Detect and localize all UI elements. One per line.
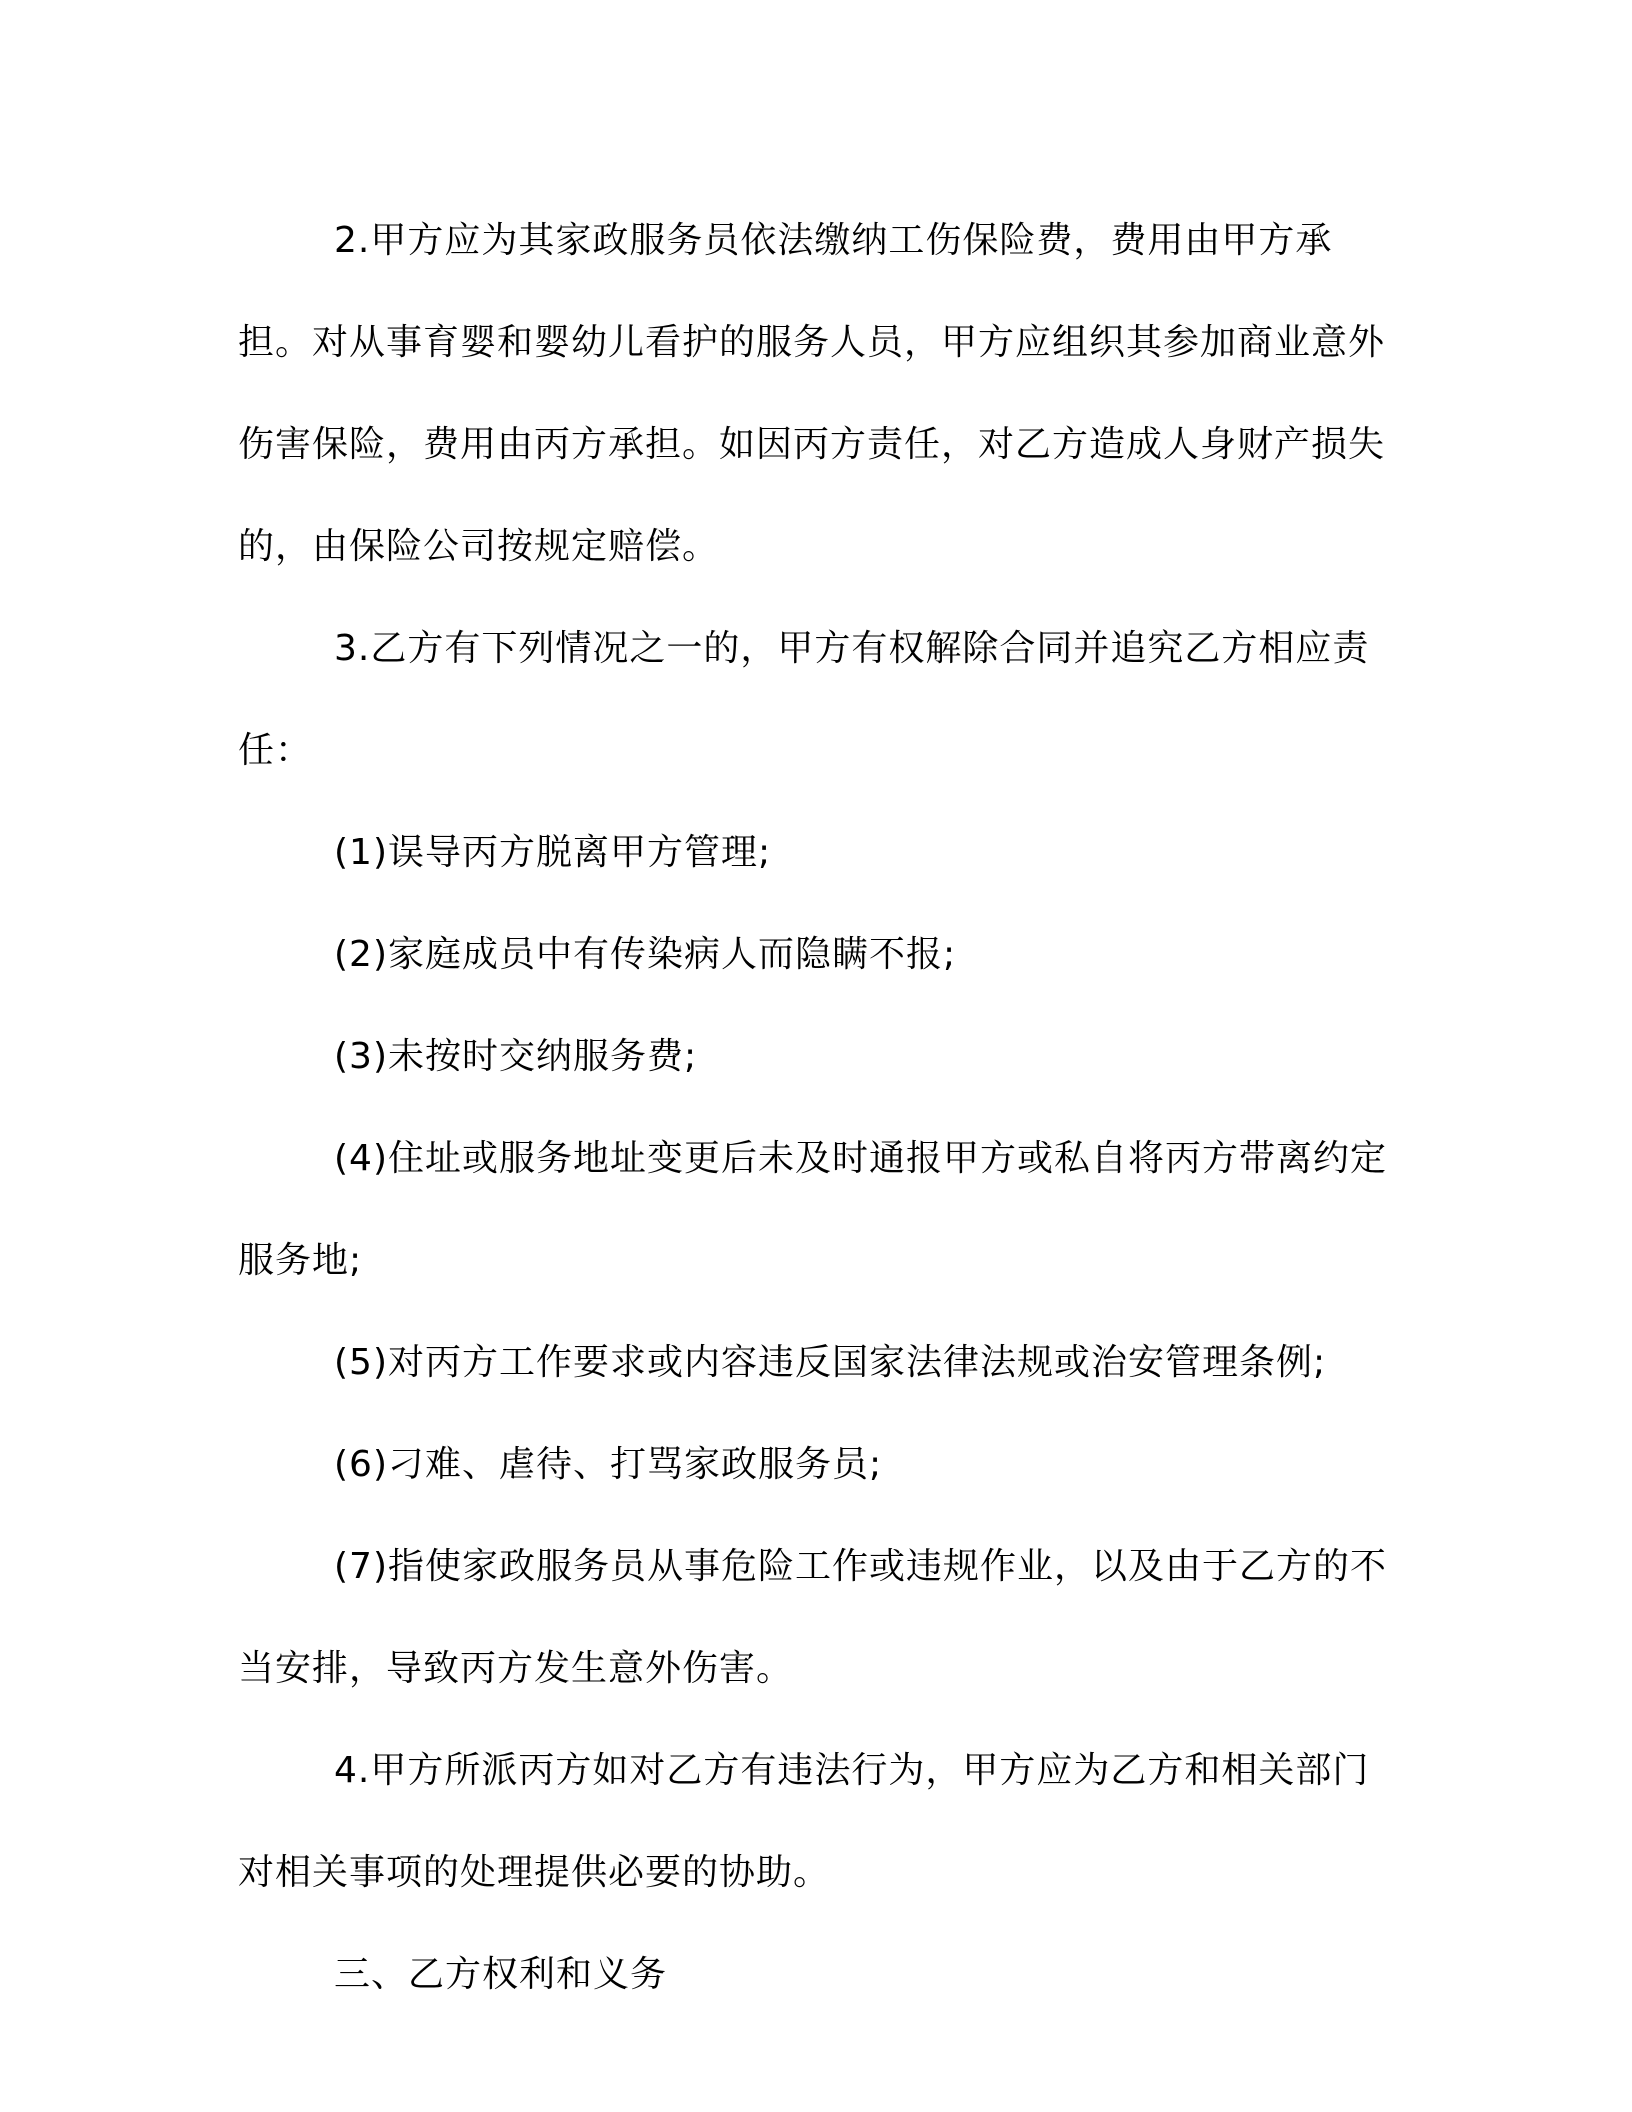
list-item-1: (1)误导丙方脱离甲方管理; — [334, 832, 772, 873]
paragraph-insurance: 2.甲方应为其家政服务员依法缴纳工伤保险费，费用由甲方承担。对从事育婴和婴幼儿看护的服务人员，甲方应组织其参加商业意外伤害保险，费用由丙方承担。如因丙方责任，对乙方造成人身财产损失的，由保险公司按规定赔偿。 — [238, 220, 1386, 567]
list-item-6: (6)刁难、虐待、打骂家政服务员; — [334, 1444, 883, 1485]
list-item-4: (4)住址或服务地址变更后未及时通报甲方或私自将丙方带离约定服务地; — [238, 1138, 1387, 1281]
list-item-2: (2)家庭成员中有传染病人而隐瞒不报; — [334, 934, 957, 975]
document-body — [238, 190, 1388, 2026]
list-item-7: (7)指使家政服务员从事危险工作或违规作业，以及由于乙方的不当安排，导致丙方发生意外伤害。 — [238, 1546, 1387, 1689]
list-item-5: (5)对丙方工作要求或内容违反国家法律法规或治安管理条例; — [334, 1342, 1327, 1383]
list-item-3: (3)未按时交纳服务费; — [334, 1036, 698, 1077]
section-heading: 三、乙方权利和义务 — [334, 1954, 668, 1995]
paragraph-assistance: 4.甲方所派丙方如对乙方有违法行为，甲方应为乙方和相关部门对相关事项的处理提供必要的协助。 — [238, 1750, 1370, 1893]
paragraph-termination-conditions: 3.乙方有下列情况之一的，甲方有权解除合同并追究乙方相应责任： — [238, 628, 1370, 771]
